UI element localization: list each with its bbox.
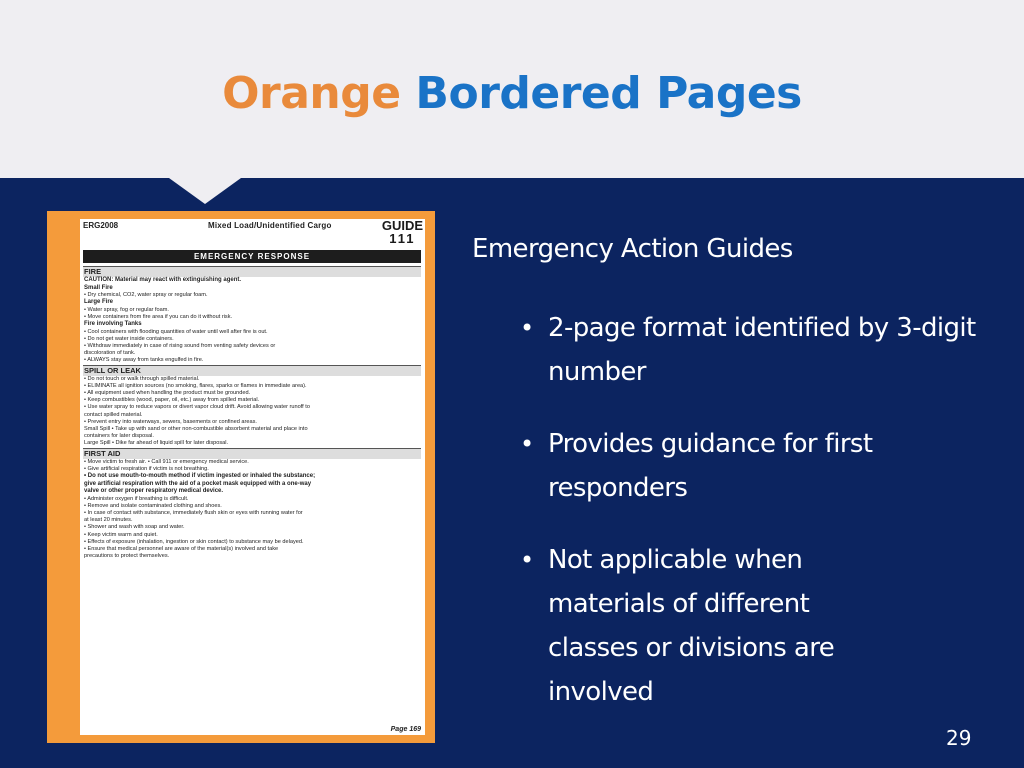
guide-line: • In case of contact with substance, immediately flush skin or eyes with running water for: [84, 509, 303, 516]
guide-line: containers for later disposal.: [84, 433, 154, 440]
guide-section-heading: FIRE: [83, 266, 421, 277]
guide-line: CAUTION: Material may react with extinguishing agent.: [84, 277, 242, 283]
guide-category: Mixed Load/Unidentified Cargo: [208, 221, 332, 230]
guide-section-heading: SPILL OR LEAK: [83, 365, 421, 376]
bullet-list: [520, 306, 990, 742]
content-heading: Emergency Action Guides: [472, 234, 793, 264]
guide-line: Large Spill • Dike far ahead of liquid spill for later disposal.: [84, 440, 229, 447]
bullet-dot: •: [520, 314, 534, 342]
bullet-text: 2-page format identified by 3-digit number: [548, 313, 976, 387]
title-word-orange: Orange: [222, 68, 401, 119]
guide-line: • Use water spray to reduce vapors or divert vapor cloud drift. Avoid allowing water runoff to: [84, 404, 310, 411]
guide-line: • Prevent entry into waterways, sewers, basements or confined areas.: [84, 418, 257, 425]
guide-line: • Withdraw immediately in case of rising sound from venting safety devices or: [84, 343, 276, 350]
guide-line: give artificial respiration with the aid of a pocket mask equipped with a one-way: [84, 480, 312, 487]
guide-line: Large Fire: [84, 299, 114, 306]
guide-line: • Ensure that medical personnel are aware of the material(s) involved and take: [84, 545, 279, 552]
guide-line: • ALWAYS stay away from tanks engulfed in fire.: [84, 357, 204, 364]
guide-line: Small Spill • Take up with sand or other non-combustible absorbent material and place into: [84, 426, 308, 433]
guide-line: • Give artificial respiration if victim is not breathing.: [84, 465, 209, 472]
guide-line: • Do not get water inside containers.: [84, 335, 174, 342]
bullet-dot: •: [520, 430, 534, 458]
guide-line: Small Fire: [84, 284, 113, 291]
bullet-text: Not applicable when materials of different classes or divisions are involved: [548, 545, 835, 707]
guide-line: • Administer oxygen if breathing is difficult.: [84, 495, 189, 502]
guide-line: • Shower and wash with soap and water.: [84, 524, 185, 531]
guide-line: • Do not use mouth-to-mouth method if victim ingested or inhaled the substance;: [84, 473, 316, 480]
guide-line: Fire involving Tanks: [84, 321, 142, 328]
guide-banner: EMERGENCY RESPONSE: [83, 250, 421, 263]
guide-line: valve or other proper respiratory medical device.: [84, 488, 224, 495]
guide-line: at least 20 minutes.: [84, 517, 133, 524]
slide-number: 29: [946, 726, 972, 750]
guide-line: • Move containers from fire area if you can do it without risk.: [84, 313, 233, 320]
guide-line: • Cool containers with flooding quantities of water until well after fire is out.: [84, 328, 268, 335]
panel-notch: [169, 178, 241, 204]
guide-line: • Keep victim warm and quiet.: [84, 531, 158, 538]
guide-page-number: Page 169: [390, 726, 421, 733]
guide-line: • All equipment used when handling the product must be grounded.: [84, 390, 251, 397]
guide-label: [382, 219, 423, 245]
bullet-item: [520, 538, 898, 714]
bullet-item: [520, 422, 958, 510]
erg-guide-image: [47, 211, 435, 743]
bullet-text: Provides guidance for first responders: [548, 429, 873, 503]
guide-line: • Remove and isolate contaminated clothing and shoes.: [84, 502, 222, 509]
guide-line: discoloration of tank.: [84, 350, 136, 357]
guide-edition: ERG2008: [83, 221, 119, 230]
guide-line: • ELIMINATE all ignition sources (no smoking, flares, sparks or flames in immediate area).: [84, 382, 307, 389]
guide-line: • Water spray, fog or regular foam.: [84, 306, 169, 313]
guide-line: • Keep combustibles (wood, paper, oil, etc.) away from spilled material.: [84, 397, 260, 404]
guide-line: • Do not touch or walk through spilled material.: [84, 375, 200, 382]
guide-line: • Effects of exposure (inhalation, ingestion or skin contact) to substance may be delayed.: [84, 538, 304, 545]
guide-line: • Dry chemical, CO2, water spray or regular foam.: [84, 292, 208, 298]
slide-title: [0, 68, 1024, 119]
guide-number: 111: [389, 231, 416, 246]
title-word-rest: Bordered Pages: [415, 68, 802, 119]
guide-word: GUIDE: [381, 219, 423, 233]
guide-line: precautions to protect themselves.: [84, 553, 170, 560]
guide-body: [83, 266, 421, 560]
bullet-dot: •: [520, 546, 534, 574]
guide-page: [80, 219, 425, 735]
guide-section-heading: FIRST AID: [83, 448, 421, 459]
guide-line: • Move victim to fresh air. • Call 911 or emergency medical service.: [84, 458, 249, 465]
bullet-item: [520, 306, 988, 394]
guide-line: contact spilled material.: [84, 411, 143, 418]
